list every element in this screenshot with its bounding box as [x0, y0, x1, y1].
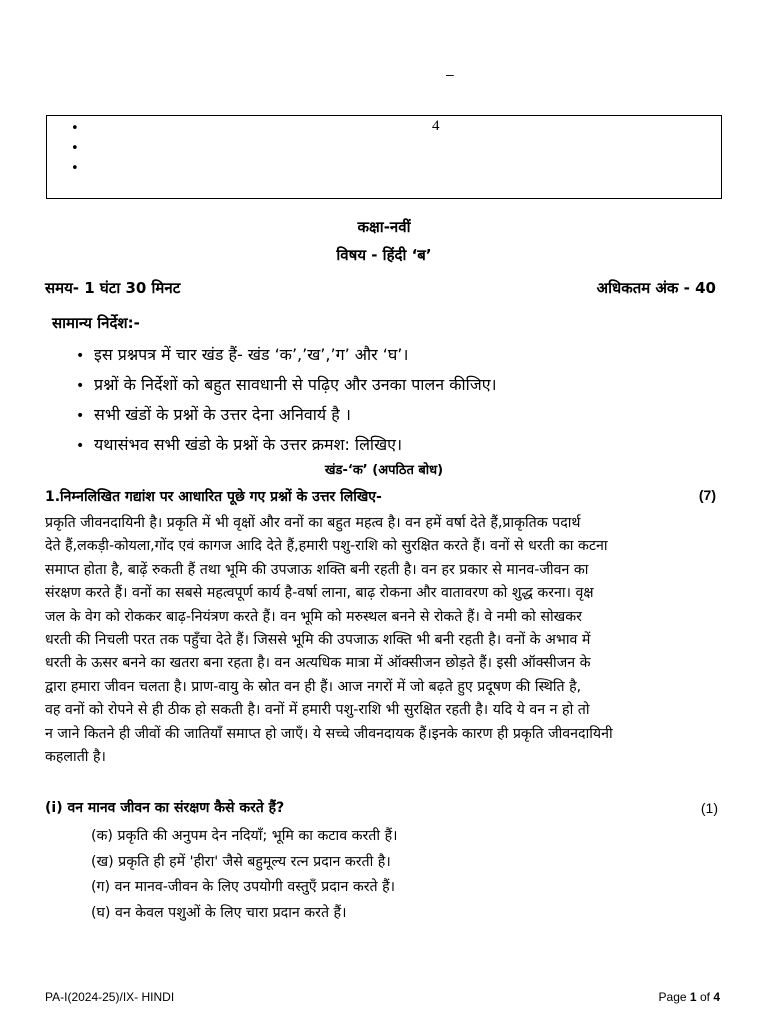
instruction-item: • इस प्रश्नपत्र में चार खंड हैं- खंड ‘क’,’ख’,’ग’ और ‘घ’।	[76, 340, 497, 370]
answer-option: (घ) वन केवल पशुओं के लिए चारा प्रदान करते हैं।	[91, 904, 347, 921]
header-dash: –	[446, 66, 454, 82]
passage-line: न जाने कितने ही जीवों की जातियाँ समाप्त हो जाएँ। ये सच्चे जीवनदायक हैं।इनके कारण ही प्रकृति जीवनदायिनी	[45, 725, 613, 742]
subject-title: विषय - हिंदी ‘ब’	[336, 246, 432, 264]
info-box-number: 4	[432, 118, 440, 134]
instruction-item: • प्रश्नों के निर्देशों को बहुत सावधानी से पढ़िए और उनका पालन कीजिए।	[76, 370, 497, 400]
sub-question-1-marks: (1)	[700, 800, 718, 816]
instructions-list	[76, 340, 497, 460]
instruction-item: • सभी खंडों के प्रश्नों के उत्तर देना अनिवार्य है ।	[76, 400, 497, 430]
bullet-icon: •	[76, 378, 85, 394]
info-box	[46, 115, 722, 199]
passage-line: देते हैं,लकड़ी-कोयला,गोंद एवं कागज आदि देते हैं,हमारी पशु-राशि को सुरक्षित करते हैं। वनों से धरती का कटना	[45, 538, 608, 555]
answer-options	[91, 824, 397, 926]
info-box-bullet: •	[71, 141, 79, 156]
instruction-item: • यथासंभव सभी खंडो के प्रश्नों के उत्तर क्रमश: लिखिए।	[76, 430, 497, 460]
question-1-marks: (7)	[698, 487, 716, 503]
question-1-heading: 1.निम्नलिखित गद्यांश पर आधारित पूछे गए प्रश्नों के उत्तर लिखिए-	[45, 489, 382, 505]
footer-page-number: Page 1 of 4	[658, 990, 720, 1004]
bullet-icon: •	[76, 438, 85, 454]
passage-line: द्वारा हमारा जीवन चलता है। प्राण-वायु के स्रोत वन ही हैं। आज नगरों में जो बढ़ते हुए प्रदूषण की स्थिति है,	[45, 678, 582, 695]
bullet-icon: •	[76, 348, 85, 364]
sub-question-1: (i) वन मानव जीवन का संरक्षण कैसे करते हैं?	[45, 800, 285, 816]
passage-line: धरती के ऊसर बनने का खतरा बना रहता है। वन अत्यधिक मात्रा में ऑक्सीजन छोड़ते हैं। इसी ऑक्सीजन के	[45, 655, 591, 672]
passage-line: धरती की निचली परत तक पहुँचा देते हैं। जिससे भूमि की उपजाऊ शक्ति भी बनी रहती है। वनों के अभाव में	[45, 632, 591, 649]
answer-option: (क) प्रकृति की अनुपम देन नदियाँ; भूमि का कटाव करती हैं।	[91, 828, 398, 844]
passage-line: समाप्त होता है, बाढ़ें रुकती हैं तथा भूमि की उपजाऊ शक्ति बनी रहती है। वन हर प्रकार से मानव-जीवन का	[45, 561, 589, 578]
passage-line: जल के वेग को रोककर बाढ़-नियंत्रण करते हैं। वन भूमि को मरुस्थल बनने से रोकते हैं। वे नमी को सोखकर	[45, 608, 582, 625]
max-marks: अधिकतम अंक - 40	[596, 279, 716, 297]
section-a-heading: खंड-‘क’ (अपठित बोध)	[324, 463, 444, 478]
instructions-heading: सामान्य निर्देश:-	[52, 314, 140, 332]
info-box-bullet: •	[71, 121, 79, 136]
footer-paper-code: PA-I(2024-25)/IX- HINDI	[45, 990, 175, 1004]
passage-line: कहलाती है।	[45, 749, 106, 766]
passage-line: संरक्षण करते हैं। वनों का सबसे महत्वपूर्ण कार्य है-वर्षा लाना, बाढ़ रोकना और वातावरण को शुद्ध करना। वृक्ष	[45, 585, 594, 602]
time-allowed: समय- 1 घंटा 30 मिनट	[45, 279, 181, 297]
passage	[45, 512, 723, 769]
info-box-bullet: •	[71, 161, 79, 176]
bullet-icon: •	[76, 408, 85, 424]
class-title: कक्षा-नवीं	[357, 218, 411, 236]
passage-line: प्रकृति जीवनदायिनी है। प्रकृति में भी वृक्षों और वनों का बहुत महत्व है। वन हमें वर्षा देते हैं,प्राकृतिक पदार्थ	[45, 515, 581, 531]
answer-option: (ख) प्रकृति ही हमें 'हीरा' जैसे बहुमूल्य रत्न प्रदान करती है।	[91, 853, 391, 870]
answer-option: (ग) वन मानव-जीवन के लिए उपयोगी वस्तुएँ प्रदान करते हैं।	[91, 879, 396, 895]
passage-line: वह वनों को रोपने से ही ठीक हो सकती है। वनों में हमारी पशु-राशि भी सुरक्षित रहती है। यदि ये वन न हो तो	[45, 702, 590, 719]
